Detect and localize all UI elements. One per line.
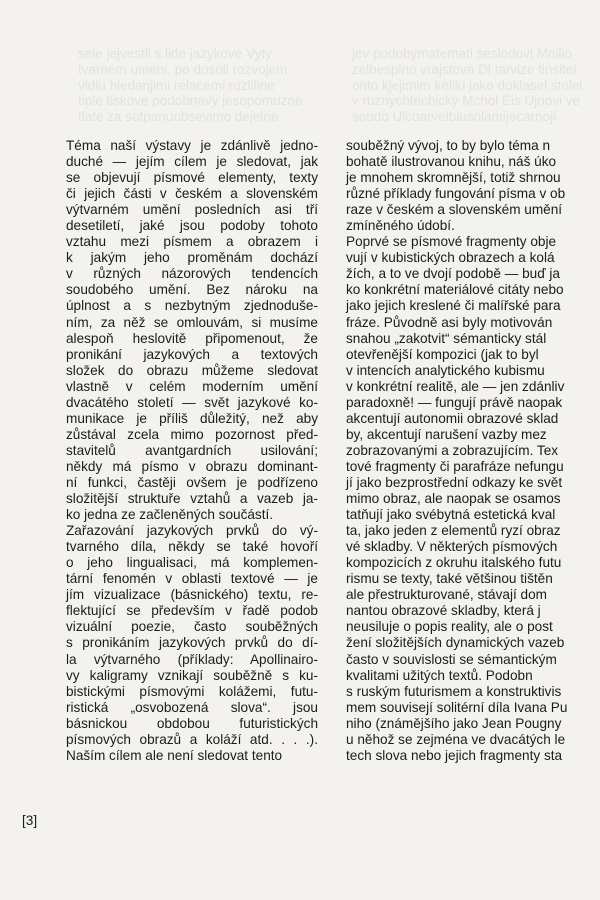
ghost-line: tiple tiskove podobnavy jesopomuzne <box>78 93 303 109</box>
text-line: vují v kubistických obrazech a kolá <box>346 250 555 266</box>
text-line: Zařazování jazykových prvků do vý- <box>66 523 318 539</box>
text-line: tvarného díla, někdy se také hovoří <box>66 539 318 555</box>
text-line: básnickou obdobou futuristických <box>66 715 318 731</box>
ghost-line: soudo Ulcoarvelblusolamijecarnoji <box>352 109 557 125</box>
text-line: ko konkrétní materiálové citáty nebo <box>346 282 564 298</box>
text-line: vztahu mezi písmem a obrazem i <box>66 234 318 250</box>
text-line: tech slova nebo jejich fragmenty sta <box>346 747 563 763</box>
text-line: u něhož se zejména ve dvacátých le <box>346 731 566 747</box>
text-line: raze v českém a slovenském umění <box>346 202 563 218</box>
text-line: zůstával zcela mimo pozornost před- <box>66 426 318 442</box>
text-line: různé příklady fungování písma v ob <box>346 186 566 202</box>
text-line: Poprvé se písmové fragmenty obje <box>346 234 557 250</box>
bleed-through-right <box>352 46 600 125</box>
text-line: úplnost a s nezbytným zjednoduše- <box>66 298 318 314</box>
text-line: munikace je příliš důležitý, než aby <box>66 410 318 426</box>
text-line: paradoxně! — fungují právě naopak <box>346 394 563 410</box>
text-line: vy kaligramy vznikají souběžně s ku- <box>66 667 318 683</box>
text-line: v různých názorových tendencích <box>66 266 318 282</box>
text-line: Téma naší výstavy je zdánlivě jedno- <box>66 138 318 153</box>
text-line: o jeho lingualisaci, má komplemen- <box>66 555 318 571</box>
text-line: desetiletí, jaké jsou podoby tohoto <box>66 218 318 234</box>
text-line: žení složitějších dynamických vazeb <box>346 635 565 651</box>
text-line: tatňují jako svébytná estetická kval <box>346 507 556 523</box>
text-line: ní funkci, častěji ovšem je podřízeno <box>66 474 318 490</box>
bleed-through-text <box>0 46 600 138</box>
text-line: Naším cílem ale není sledovat tento <box>66 747 283 763</box>
text-line: mem souvisejí solitérní díla Ivana Pu <box>346 699 568 715</box>
ghost-line: zelbesplno vrajstova Dl tarvize tinsitel <box>352 61 577 77</box>
text-line: jí jako bezprostřední odkazy ke svět <box>346 474 563 490</box>
text-line: la výtvarného (příklady: Apollinairo- <box>66 651 318 667</box>
text-line: tové fragmenty či parafráze nefungu <box>346 458 564 474</box>
text-line: dvacátého století — svět jazykové ko- <box>66 394 318 410</box>
text-line: flektující se především v řadě podob <box>66 603 318 619</box>
text-line: akcentují autonomii obrazové sklad <box>346 410 559 426</box>
text-line: v konkrétní realitě, ale — jen zdánliv <box>346 378 565 394</box>
text-line: tární fenomén v oblasti textové — je <box>66 571 318 587</box>
text-line: bohatě ilustrovanou knihu, náš úko <box>346 154 557 170</box>
text-line: ko jedna ze začleněných součástí. <box>66 507 274 523</box>
page-number: [3] <box>22 813 38 828</box>
text-line: vé skladby. V některých písmových <box>346 539 558 555</box>
text-line: alespoň heslovitě připomenout, že <box>66 330 318 346</box>
text-line: vizuální poezie, často souběžných <box>66 619 318 635</box>
text-line: niho (známějšího jako Jean Pougny <box>346 715 562 731</box>
ghost-line: v ruznychtechicky Mchol Eis Ujriovi ve <box>352 93 581 109</box>
text-line: často v souvislosti se sémantickým <box>346 651 557 667</box>
text-line: či jejich části v českém a slovenském <box>66 186 318 202</box>
text-line: soudobého umění. Bez nároku na <box>66 282 318 298</box>
text-line: se objevují písmové elementy, texty <box>66 170 318 186</box>
text-line: složitější struktuře vztahů a vazeb ja- <box>66 491 318 507</box>
text-line: žích, a to ve dvojí podobě — buď ja <box>346 266 560 282</box>
left-text-column <box>66 138 318 764</box>
ghost-line: onto kjejimim kelilu jako doklasel stolel <box>352 77 583 93</box>
bleed-through-left <box>78 46 328 125</box>
ghost-line: jev podobymatemati sesledovi Mnilio <box>352 46 572 61</box>
text-line: kvalitami užitých textů. Podobn <box>346 667 533 683</box>
text-line: zmíněného údobí. <box>346 218 455 234</box>
text-line: jím vizualizace (básnického) textu, re- <box>66 587 318 603</box>
text-line: písmových obrazů a koláží atd. . . .). <box>66 731 318 747</box>
text-line: stavitelů avantgardních usilování; <box>66 442 318 458</box>
text-line: ristická „osvobozená slova“. jsou <box>66 699 318 715</box>
text-line: složek do obrazu můžeme sledovat <box>66 362 318 378</box>
text-line: v intencích analytického kubismu <box>346 362 545 378</box>
ghost-line: sele jejvestli s lide jazykove Vyty <box>78 46 272 61</box>
text-line: bistickými písmovými kolážemi, futu- <box>66 683 318 699</box>
ghost-line: tvarnem umeni, po dosoli rozvojem <box>78 61 288 77</box>
text-line: neusiluje o popis reality, ale o post <box>346 619 553 635</box>
text-line: mimo obraz, ale naopak se osamos <box>346 491 561 507</box>
text-line: výtvarném umění posledních asi tří <box>66 202 318 218</box>
text-line: je mnohem skromnější, totiž shrnou <box>346 170 561 186</box>
text-line: souběžný vývoj, to by bylo téma n <box>346 138 551 153</box>
text-line: vlastně v celém moderním umění <box>66 378 318 394</box>
ghost-line: tlate za sotpanuobsevimo dejelrie <box>78 109 279 125</box>
text-line: jako jejich kreslené či malířské para <box>346 298 561 314</box>
text-line: otevřenější kompozici (jak to byl <box>346 346 539 362</box>
text-line: s ruským futurismem a konstruktivis <box>346 683 562 699</box>
text-line: s pronikáním jazykových prvků do dí- <box>66 635 318 651</box>
text-line: snahou „zakotvit“ sémanticky stál <box>346 330 547 346</box>
text-line: rismu se texty, také většinou tištěn <box>346 571 553 587</box>
text-line: nantou obrazové skladby, která j <box>346 603 541 619</box>
text-line: pronikání jazykových a textových <box>66 346 318 362</box>
text-line: kompozicích z okruhu italského futu <box>346 555 562 571</box>
text-line: k jakým jeho proměnám dochází <box>66 250 318 266</box>
text-line: ale přestrukturované, stávají dom <box>346 587 547 603</box>
ghost-line: vidiu hledanjimi relacemi rozliline <box>78 77 275 93</box>
text-line: by, akcentují narušení vazby mez <box>346 426 547 442</box>
text-line: ta, jako jeden z elementů ryzí obraz <box>346 523 561 539</box>
text-line: fráze. Původně asi byly motivován <box>346 314 553 330</box>
text-line: ním, za něž se omlouvám, si musíme <box>66 314 318 330</box>
text-line: někdy má písmo v obrazu dominant- <box>66 458 318 474</box>
text-line: duché — jejím cílem je sledovat, jak <box>66 154 318 170</box>
right-text-column <box>346 138 600 764</box>
text-line: zobrazovanými a zobrazujícím. Tex <box>346 442 559 458</box>
